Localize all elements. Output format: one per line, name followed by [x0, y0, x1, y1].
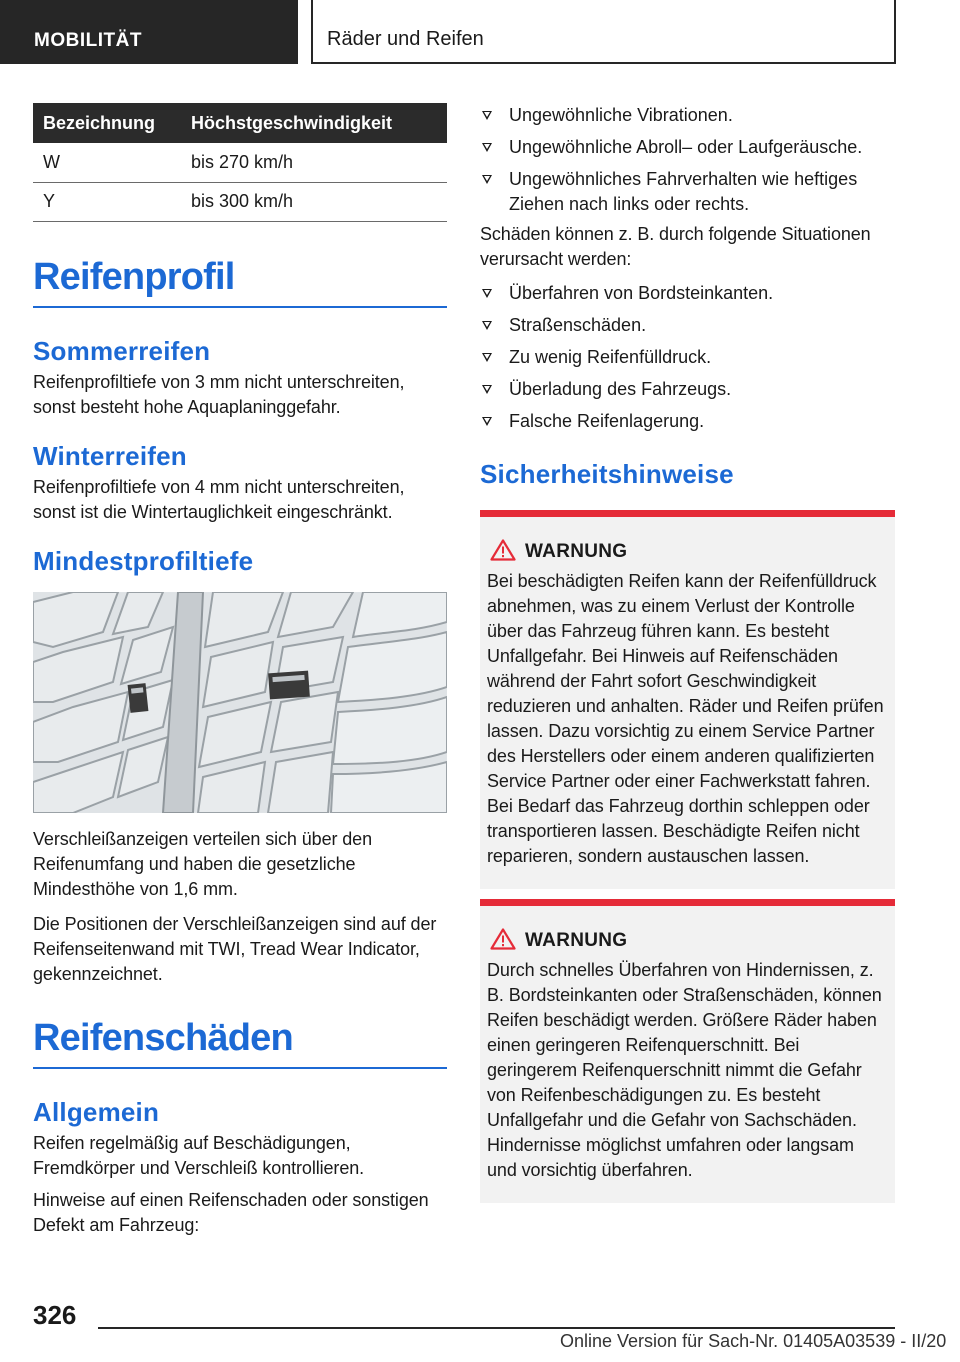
- paragraph-mindest-2: Die Positionen der Verschleißanzeigen sind auf der Reifenseitenwand mit TWI, Tread Wear Indicator, gekennzeichnet.: [33, 913, 437, 984]
- triangle-bullet-icon: [482, 417, 492, 426]
- list-item: [480, 409, 895, 434]
- footer-online-version: Online Version für Sach-Nr. 01405A03539 - II/20: [560, 1331, 947, 1351]
- list-item-text: Überladung des Fahrzeugs.: [509, 379, 732, 399]
- table-row: [33, 143, 447, 182]
- warning-label: WARNUNG: [525, 930, 628, 951]
- list-item: [480, 377, 895, 402]
- list-item-text: Straßenschäden.: [509, 315, 647, 335]
- triangle-bullet-icon: [482, 321, 492, 330]
- speed-table: [33, 103, 447, 222]
- page-number: 326: [33, 1300, 77, 1330]
- heading-reifenschaeden: Reifenschäden: [33, 1017, 447, 1069]
- paragraph-allgemein-2: Hinweise auf einen Reifenschaden oder sonstigen Defekt am Fahrzeug:: [33, 1189, 429, 1235]
- table-cell: Y: [33, 182, 169, 221]
- triangle-bullet-icon: [482, 111, 492, 120]
- heading-reifenprofil: Reifenprofil: [33, 256, 447, 308]
- list-item-text: Überfahren von Bordsteinkanten.: [509, 283, 774, 303]
- right-column: [480, 103, 895, 1203]
- heading-winterreifen: Winterreifen: [33, 440, 187, 471]
- list-item: [480, 103, 895, 128]
- list-item: [480, 167, 895, 217]
- warning-title: [487, 539, 887, 567]
- list-item: [480, 281, 895, 306]
- warning-triangle-icon: [490, 539, 516, 561]
- list-item: [480, 313, 895, 338]
- list-item-text: Ungewöhnliches Fahrverhalten wie heftiges Ziehen nach links oder rechts.: [509, 169, 858, 214]
- heading-mindestprofiltiefe: Mindestprofiltiefe: [33, 545, 254, 576]
- warning-triangle-icon: [490, 928, 516, 950]
- warning-label: WARNUNG: [525, 541, 628, 562]
- triangle-bullet-icon: [482, 353, 492, 362]
- tire-tread-drawing: [33, 592, 447, 813]
- section-title: MOBILITÄT: [34, 30, 142, 51]
- warning-box-2: [480, 899, 895, 1203]
- table-cell: bis 270 km/h: [169, 143, 447, 182]
- paragraph-mindest-1: Verschleißanzeigen verteilen sich über den Reifenumfang und haben die gesetzliche Mindesthöhe von 1,6 mm.: [33, 828, 373, 899]
- paragraph-allgemein-1: Reifen regelmäßig auf Beschädigungen, Fremdkörper und Verschleiß kontrollieren.: [33, 1132, 365, 1178]
- triangle-bullet-icon: [482, 143, 492, 152]
- warning-text: Bei beschädigten Reifen kann der Reifenfülldruck abnehmen, was zu einem Verlust der Kontrolle über das Fahrzeug führen kann. Es besteht Unfallgefahr. Bei Hinweis auf Reifenschäden während der Fahrt sofort Geschwindigkeit reduzieren und anhalten. Räder und Reifen prüfen lassen. Dazu vorsichtig zu einem Service Partner des Herstellers oder einem anderen qualifizierten Service Partner oder einer Fachwerkstatt fahren. Bei Bedarf das Fahrzeug dorthin schleppen oder transportieren lassen. Beschädigte Reifen nicht reparieren, sondern austauschen lassen.: [487, 571, 884, 866]
- heading-allgemein: Allgemein: [33, 1096, 160, 1127]
- warning-box-1: [480, 510, 895, 889]
- warning-text: Durch schnelles Überfahren von Hindernissen, z. B. Bordsteinkanten oder Straßenschäden, können Reifen beschädigt werden. Größere Räder haben einen geringeren Reifenquerschnitt. Bei geringerem Reifenquerschnitt nimmt die Gefahr von Reifenbeschädigungen zu. Es besteht Unfallgefahr und die Gefahr von Sachschäden. Hindernisse möglichst umfahren oder langsam und vorsichtig überfahren.: [487, 960, 882, 1180]
- chapter-title: Räder und Reifen: [327, 28, 484, 50]
- paragraph-causes-intro: Schäden können z. B. durch folgende Situationen verursacht werden:: [480, 224, 871, 269]
- heading-sicherheitshinweise: Sicherheitshinweise: [480, 459, 734, 489]
- list-item: [480, 345, 895, 370]
- section-tab: [0, 0, 298, 64]
- list-item-text: Falsche Reifenlagerung.: [509, 411, 705, 431]
- list-item-text: Ungewöhnliche Abroll– oder Laufgeräusche.: [509, 137, 863, 157]
- table-cell: bis 300 km/h: [169, 182, 447, 221]
- damage-hints-list: [480, 103, 895, 217]
- chapter-tab: [311, 0, 896, 64]
- list-item-text: Ungewöhnliche Vibrationen.: [509, 105, 733, 125]
- paragraph-winterreifen: Reifenprofiltiefe von 4 mm nicht unterschreiten, sonst ist die Wintertauglichkeit eingeschränkt.: [33, 476, 405, 522]
- damage-causes-list: [480, 281, 895, 434]
- tire-tread-illustration: [33, 592, 447, 813]
- list-item-text: Zu wenig Reifenfülldruck.: [509, 347, 712, 367]
- table-header-cell: Höchstgeschwindigkeit: [169, 103, 447, 143]
- paragraph-sommerreifen: Reifenprofiltiefe von 3 mm nicht unterschreiten, sonst besteht hohe Aquaplaninggefahr.: [33, 371, 405, 417]
- heading-sommerreifen: Sommerreifen: [33, 335, 211, 366]
- table-row: [33, 182, 447, 221]
- footer-divider: [98, 1327, 895, 1329]
- table-header-cell: Bezeichnung: [33, 103, 169, 143]
- list-item: [480, 135, 895, 160]
- table-cell: W: [33, 143, 169, 182]
- warning-title: [487, 928, 887, 956]
- left-column: [33, 103, 447, 1238]
- table-header-row: [33, 103, 447, 143]
- triangle-bullet-icon: [482, 289, 492, 298]
- triangle-bullet-icon: [482, 385, 492, 394]
- triangle-bullet-icon: [482, 175, 492, 184]
